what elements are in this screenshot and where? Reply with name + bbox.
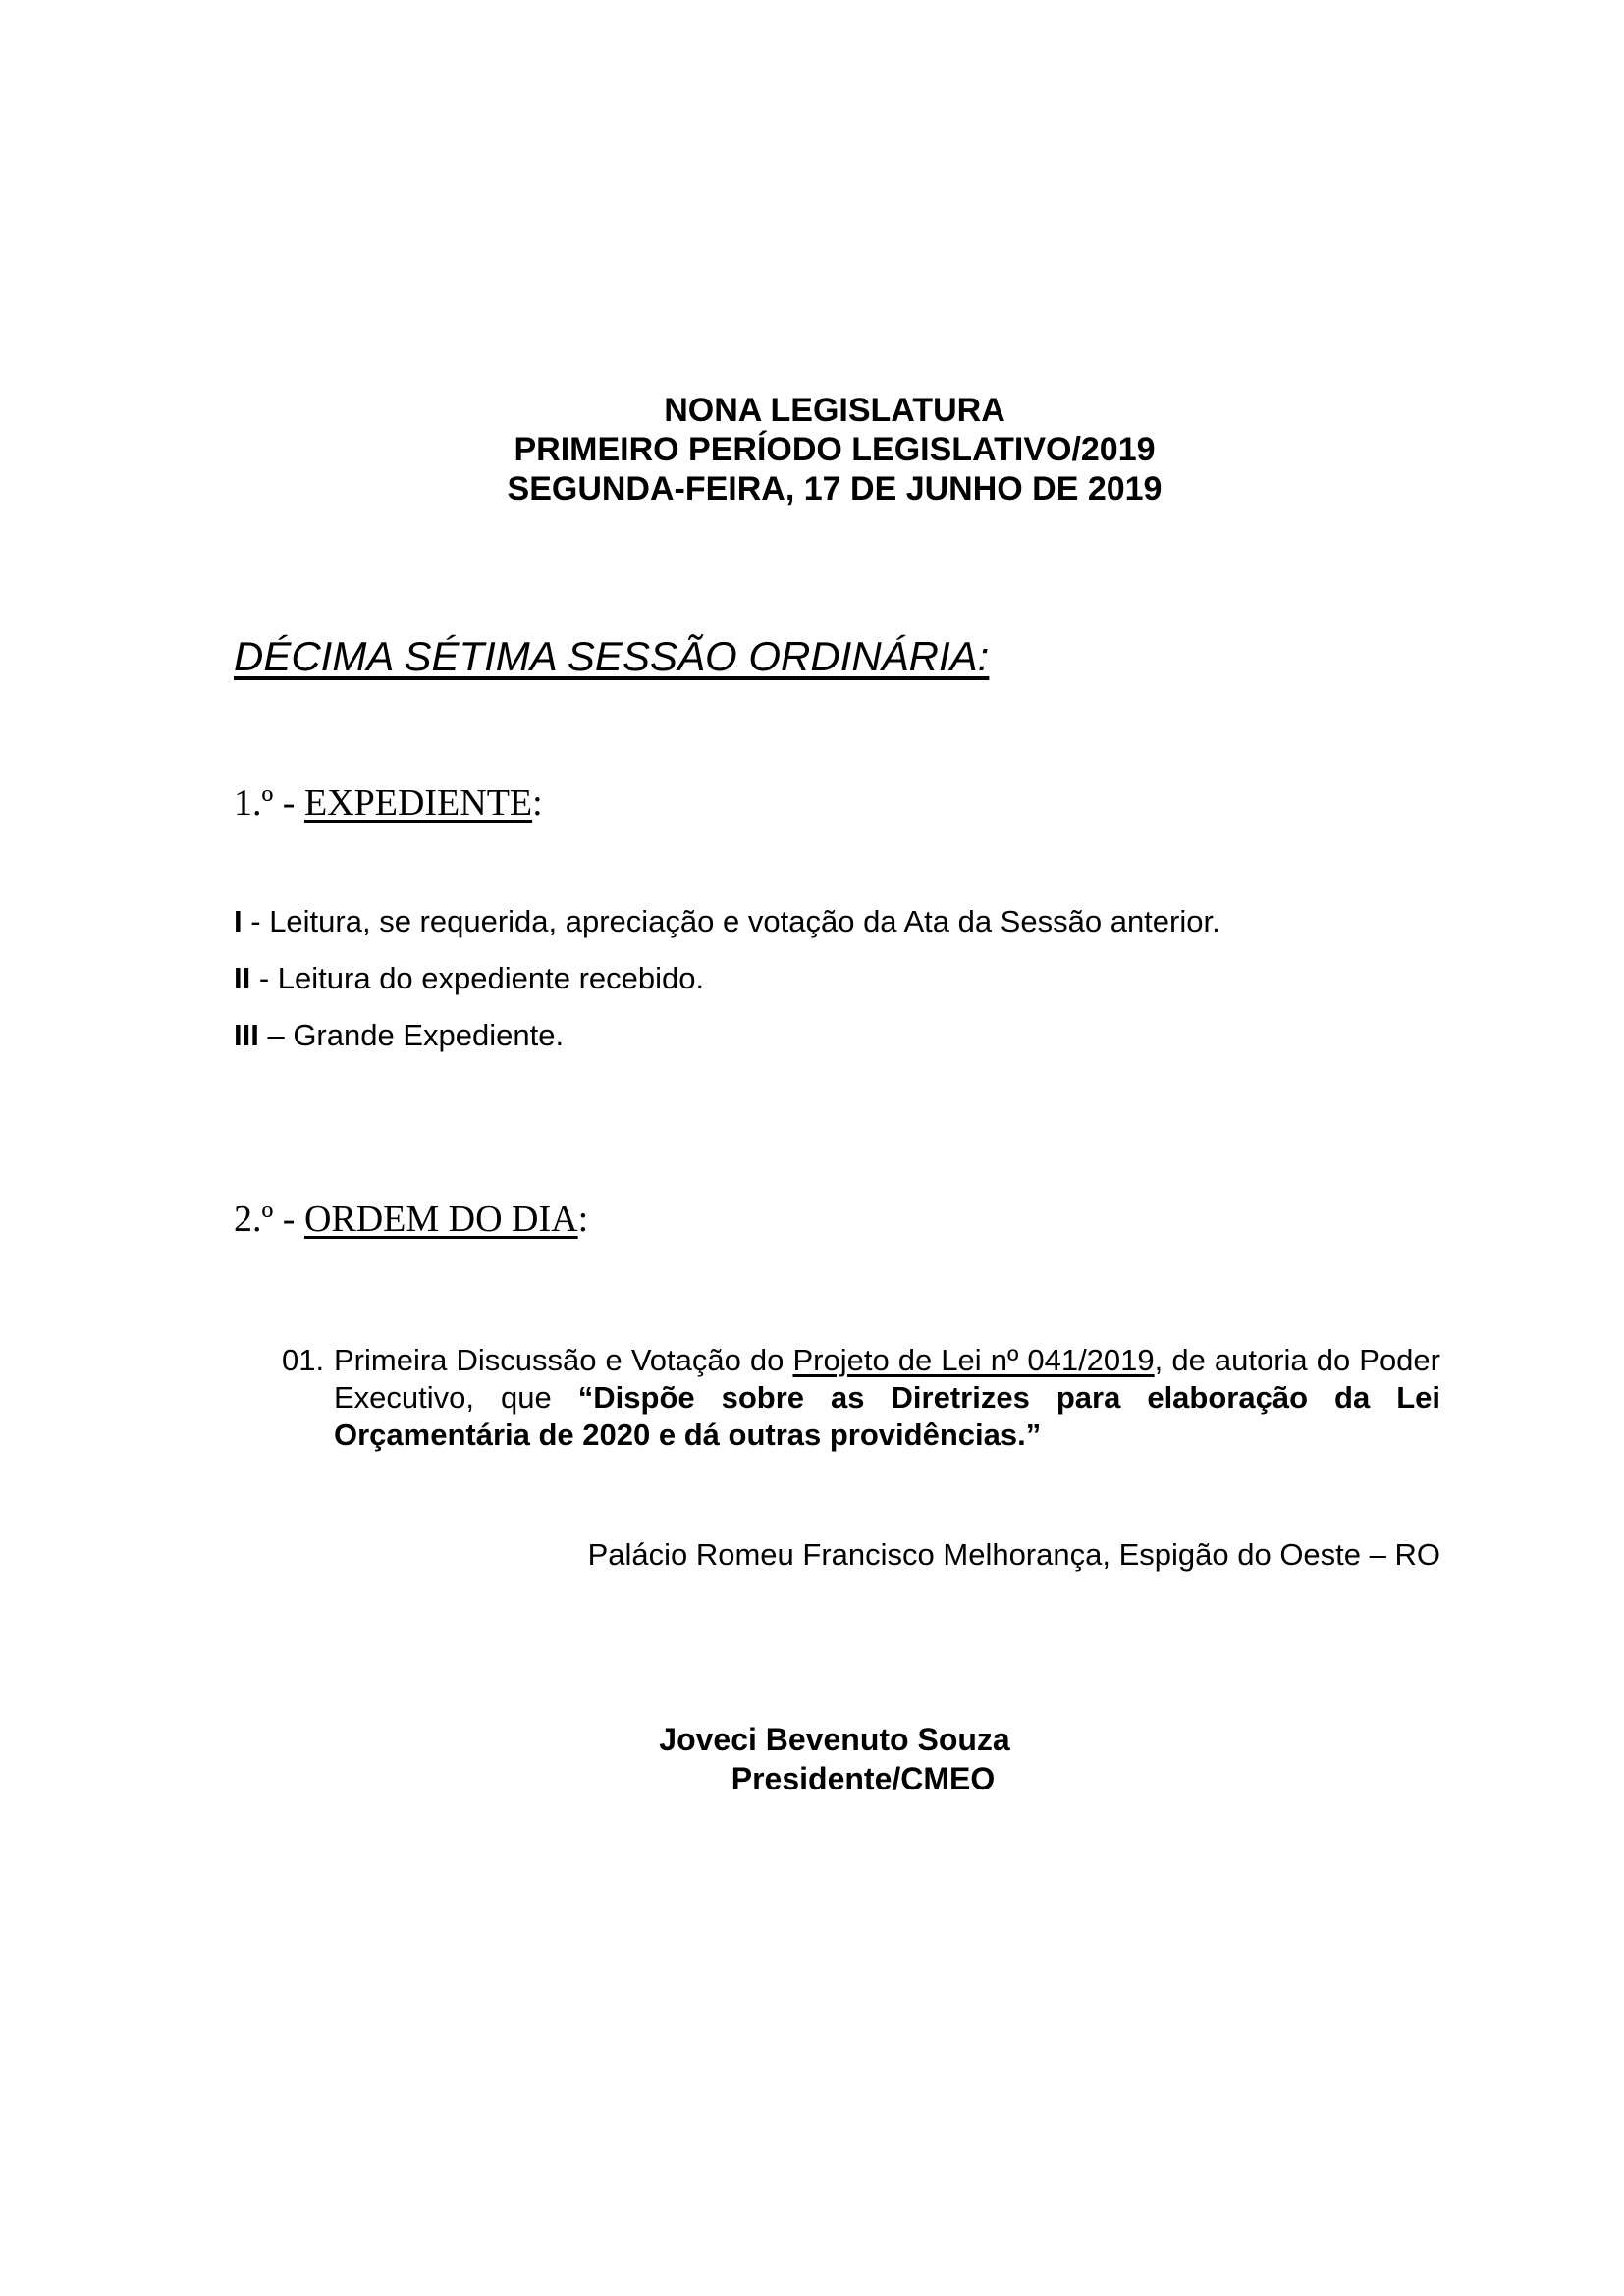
list-item — [234, 950, 1220, 1007]
legislature-title: NONA LEGISLATURA — [664, 392, 1005, 429]
section-suffix: : — [532, 782, 543, 824]
agenda-item — [282, 1342, 1440, 1454]
section-suffix: : — [577, 1199, 589, 1240]
item-text: Grande Expediente. — [293, 1018, 565, 1052]
agenda-item-number: 01. — [282, 1343, 325, 1377]
expediente-list — [234, 893, 1220, 1064]
item-numeral: I — [234, 904, 243, 938]
section-expediente-heading — [234, 781, 543, 825]
signatory-role: Presidente/CMEO — [731, 1761, 996, 1796]
project-reference: Projeto de Lei nº 041/2019 — [792, 1343, 1155, 1377]
list-item — [234, 893, 1220, 950]
document-header — [0, 391, 1624, 508]
session-date: SEGUNDA-FEIRA, 17 DE JUNHO DE 2019 — [507, 470, 1163, 507]
section-label: EXPEDIENTE — [303, 782, 533, 824]
legislative-period: PRIMEIRO PERÍODO LEGISLATIVO/2019 — [514, 431, 1156, 468]
section-number: 1.º - — [234, 782, 304, 824]
signatory-name: Joveci Bevenuto Souza — [659, 1722, 1010, 1757]
section-number: 2.º - — [234, 1199, 304, 1240]
session-title: DÉCIMA SÉTIMA SESSÃO ORDINÁRIA: — [234, 633, 990, 679]
section-ordem-do-dia-heading — [234, 1198, 588, 1241]
agenda-item-text: Primeira Discussão e Votação do — [334, 1343, 793, 1377]
agenda-item-text-after: , de autoria do Poder Executivo, que — [334, 1343, 1440, 1415]
item-text: Leitura do expediente recebido. — [277, 961, 705, 995]
agenda-item-body — [334, 1342, 1440, 1454]
item-separator: - — [242, 904, 270, 938]
item-numeral: II — [234, 961, 251, 995]
list-item — [234, 1007, 1220, 1064]
signing-place: Palácio Romeu Francisco Melhorança, Espigão do Oeste – RO — [587, 1537, 1440, 1572]
signature-block — [0, 1720, 1624, 1798]
item-separator: - — [250, 961, 278, 995]
item-separator: – — [258, 1018, 294, 1052]
item-numeral: III — [234, 1018, 259, 1052]
project-summary: “Dispõe sobre as Diretrizes para elaboração da Lei Orçamentária de 2020 e dá outras providências.” — [334, 1380, 1441, 1452]
section-label: ORDEM DO DIA — [303, 1199, 578, 1240]
item-text: Leitura, se requerida, apreciação e votação da Ata da Sessão anterior. — [269, 904, 1220, 938]
